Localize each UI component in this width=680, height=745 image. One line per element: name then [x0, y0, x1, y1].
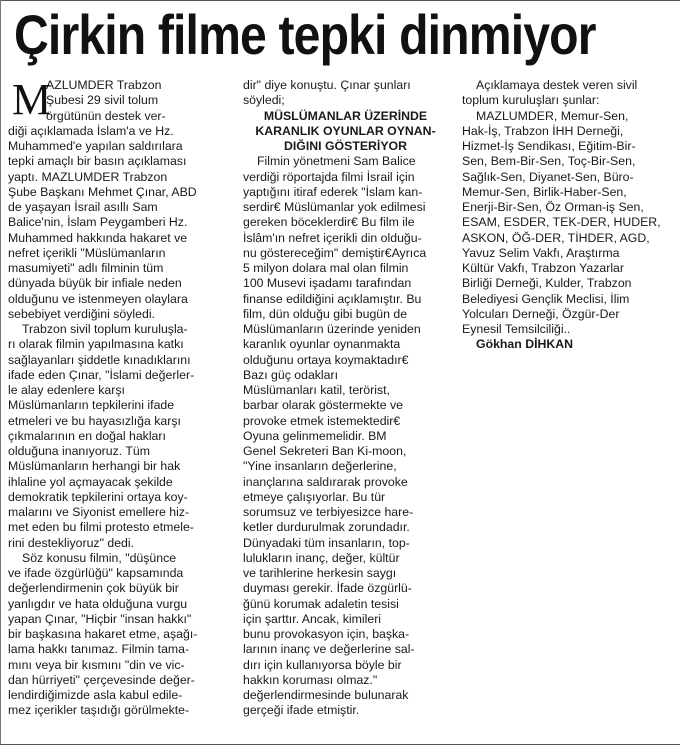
text-line: AZLUMDER Trabzon — [46, 78, 162, 92]
text-line: lama hakkı tanımaz. Filmin tama- — [8, 642, 190, 657]
text-line: duyması gerekir. İfade özgürlü- — [243, 581, 412, 596]
text-line: Bazı güç odakları — [243, 367, 339, 382]
text-line: Hizmet-İş Sendikası, Eğitim-Bir- — [462, 139, 636, 153]
text-line: Hak-İş, Trabzon İHH Derneği, — [462, 123, 624, 138]
left-border — [0, 0, 1, 745]
text-line: lendirdiğimizde asla kabul edile- — [8, 688, 183, 702]
text-line: MAZLUMDER, Memur-Sen, — [476, 108, 629, 123]
text-line: serdir€ Müslümanlar yok edilmesi — [243, 200, 426, 214]
text-line: mez içerikler taşıdığı görülmekte- — [8, 703, 190, 718]
text-line: yanlıgdır ve hata olduğuna vurgu — [8, 596, 188, 611]
text-line: MÜSLÜMANLAR ÜZERİNDE — [263, 108, 428, 123]
text-line: olduğuna inanıyoruz. Tüm — [8, 444, 150, 458]
text-line: le alay edenlere karşı — [8, 383, 125, 397]
text-line: masumiyeti" adlı filminin tüm — [8, 261, 164, 275]
text-line: 100 Musevi işadamı tarafından — [243, 276, 412, 291]
text-line: verdiği röportajda filmi İsrail için — [243, 169, 415, 184]
text-line: sorumsuz ve terbiyesizce hare- — [243, 505, 414, 519]
text-line: ESAM, ESDER, TEK-DER, HUDER, — [462, 215, 661, 230]
text-line: tepki amaçlı bir basın açıklaması — [8, 154, 187, 169]
text-line: barbar olarak göstermekte ve — [243, 398, 403, 413]
text-line: Filmin yönetmeni Sam Balice — [257, 154, 416, 169]
text-line: ğünü korumak adaletin tesisi — [243, 596, 399, 611]
text-line: Yavuz Selim Vakfı, Araştırma — [462, 245, 620, 260]
article-column-2 — [243, 78, 448, 719]
headline: Çirkin filme tepki dinmiyor — [14, 3, 596, 66]
text-line: Şubesi 29 sivil tolum — [46, 93, 159, 108]
article-column-3 — [462, 78, 674, 353]
text-line: mını veya bir kısmını "din ve vic- — [8, 657, 185, 672]
text-line: Muhammed'e yapılan saldırılara — [8, 139, 183, 153]
text-line: nu göstereceğim" demiştir€Ayrıca — [243, 245, 427, 260]
text-line: bir başkasına hakaret etme, aşağı- — [8, 627, 198, 641]
text-line: KARANLIK OYUNLAR OYNAN- — [255, 123, 436, 138]
top-border — [0, 0, 680, 1]
text-line: Açıklamaya destek veren sivil — [476, 78, 638, 92]
text-line: Memur-Sen, Birlik-Haber-Sen, — [462, 184, 627, 199]
text-line: lulukların inanç, değer, kültür — [243, 550, 400, 565]
text-line: yaptığını itiraf ederek "İslam kan- — [243, 184, 423, 199]
text-line: ihlaline yol açmayacak şekilde — [8, 474, 173, 489]
text-line: inançlarına saldırarak provoke — [243, 474, 408, 489]
text-line: gereken böceklerdir€ Bu film ile — [243, 215, 415, 230]
text-line: diği açıklamada İslam'a ve Hz. — [8, 123, 174, 138]
text-line: dan hürriyeti" çerçevesinde değer- — [8, 672, 195, 687]
text-line: Dünyadaki tüm insanların, top- — [243, 535, 410, 550]
text-line: Sağlık-Sen, Diyanet-Sen, Büro- — [462, 169, 634, 184]
text-line: malarını ve Siyonist emellere hiz- — [8, 505, 190, 519]
text-line: Sen, Bem-Bir-Sen, Toç-Bir-Sen, — [462, 154, 636, 169]
text-line: yapan Çınar, "Hiçbir "insan hakkı" — [8, 611, 192, 626]
text-line: 5 milyon dolara mal olan filmin — [243, 261, 409, 275]
text-line: Belediyesi Gençlik Meclisi, İlim — [462, 291, 630, 306]
text-line: Yolcuları Derneği, Özgür-Der — [462, 306, 620, 321]
text-line: değerlendirmesinde bulunarak — [243, 688, 409, 702]
text-line: Muhammed hakkında hakaret ve — [8, 230, 188, 245]
text-line: ketler durdurulmak zorundadır. — [243, 520, 410, 535]
text-line: ifade eden Çınar, "İslami değerler- — [8, 367, 195, 382]
text-line: Söz konusu filmin, "düşünce — [22, 550, 177, 565]
text-line: DIĞINI GÖSTERİYOR — [284, 139, 407, 153]
text-line: dir" diye konuştu. Çınar şunları — [243, 78, 411, 92]
text-line: sebebiyet verdiğini söyledi. — [8, 306, 155, 321]
text-line: Müslümanların üzerinde yeniden — [243, 322, 421, 336]
text-line: film, dün olduğu gibi bugün de — [243, 306, 408, 321]
text-line: rini destekliyoruz" dedi. — [8, 535, 135, 550]
text-line: söyledi; — [243, 93, 285, 108]
text-line: ve tarihlerine herkesin saygı — [243, 566, 397, 580]
drop-cap: M — [12, 75, 52, 124]
text-line: çıkmalarının en doğal hakları — [8, 428, 166, 443]
text-line: ve ifade özgürlüğü" kapsamında — [8, 566, 184, 580]
text-line: Müslümanların herhangi bir hak — [8, 459, 181, 474]
text-line: dünyada büyük bir infiale neden — [8, 276, 182, 291]
text-line: İslâm'ın nefret içerikli din olduğu- — [243, 230, 422, 245]
text-line: karanlık oyunlar oynanmakta — [243, 337, 401, 352]
text-line: için şarttır. Ancak, kimileri — [243, 611, 382, 626]
text-line: rı olarak filmin yapılmasına katkı — [8, 337, 184, 352]
text-line: provoke etmek istemektedir€ — [243, 413, 401, 428]
text-line: olduğunu ortaya koymaktadır€ — [243, 352, 409, 367]
text-line: finanse edildiğini açıklamıştır. Bu — [243, 291, 422, 306]
text-line: Müslümanları katil, terörist, — [243, 383, 390, 397]
text-line: olduğunu ve istenmeyen olaylara — [8, 291, 188, 306]
article-column-1 — [8, 75, 230, 719]
text-line: Balice'nin, İslam Peygamberi Hz. — [8, 215, 188, 230]
text-line: ASKON, ÖĞ-DER, TİHDER, AGD, — [462, 230, 650, 245]
text-line: toplum kuruluşları şunlar: — [462, 93, 600, 108]
text-line: örgütünün destek ver- — [46, 108, 166, 123]
text-line: demokratik tepkilerini ortaya koy- — [8, 489, 188, 504]
text-line: sağlayanları şiddetle kınadıklarını — [8, 352, 191, 367]
text-line: Oyuna gelinmemelidir. BM — [243, 428, 387, 443]
text-line: larının inanç ve değerlerine sal- — [243, 642, 415, 657]
text-line: etmeye çalışıyorlar. Bu tür — [243, 489, 386, 504]
text-line: Şube Başkanı Mehmet Çınar, ABD — [8, 184, 197, 199]
text-line: hakkın koruması olmaz." — [243, 672, 378, 687]
text-line: Birliği Derneği, Kulder, Trabzon — [462, 276, 632, 291]
text-line: yaptı. MAZLUMDER Trabzon — [8, 169, 168, 184]
text-line: gerçeği ifade etmiştir. — [243, 703, 360, 718]
text-line: değerlendirmenin çok büyük bir — [8, 581, 179, 596]
text-line: nefret içerikli "Müslümanların — [8, 245, 166, 260]
text-line: Genel Sekreteri Ban Ki-moon, — [243, 444, 407, 458]
text-line: Trabzon sivil toplum kuruluşla- — [22, 322, 188, 336]
text-line: de yaşayan İsrail asıllı Sam — [8, 200, 158, 214]
text-line: Gökhan DİHKAN — [476, 337, 574, 352]
text-line: Enerji-Bir-Sen, Öz Orman-iş Sen, — [462, 200, 644, 214]
text-line: bunu provokasyon için, başka- — [243, 627, 410, 641]
text-line: Kültür Vakfı, Trabzon Yazarlar — [462, 261, 624, 275]
text-line: etmeleri ve bu hayasızlığa karşı — [8, 413, 181, 428]
text-line: Müslümanların tepkilerini ifade — [8, 398, 175, 413]
text-line: "Yine insanların değerlerine, — [243, 459, 397, 474]
text-line: Eynesil Temsilciliği.. — [462, 322, 571, 336]
text-line: dırı için kullanıyorsa böyle bir — [243, 657, 402, 672]
text-line: met eden bu filmi protesto etmele- — [8, 520, 194, 535]
